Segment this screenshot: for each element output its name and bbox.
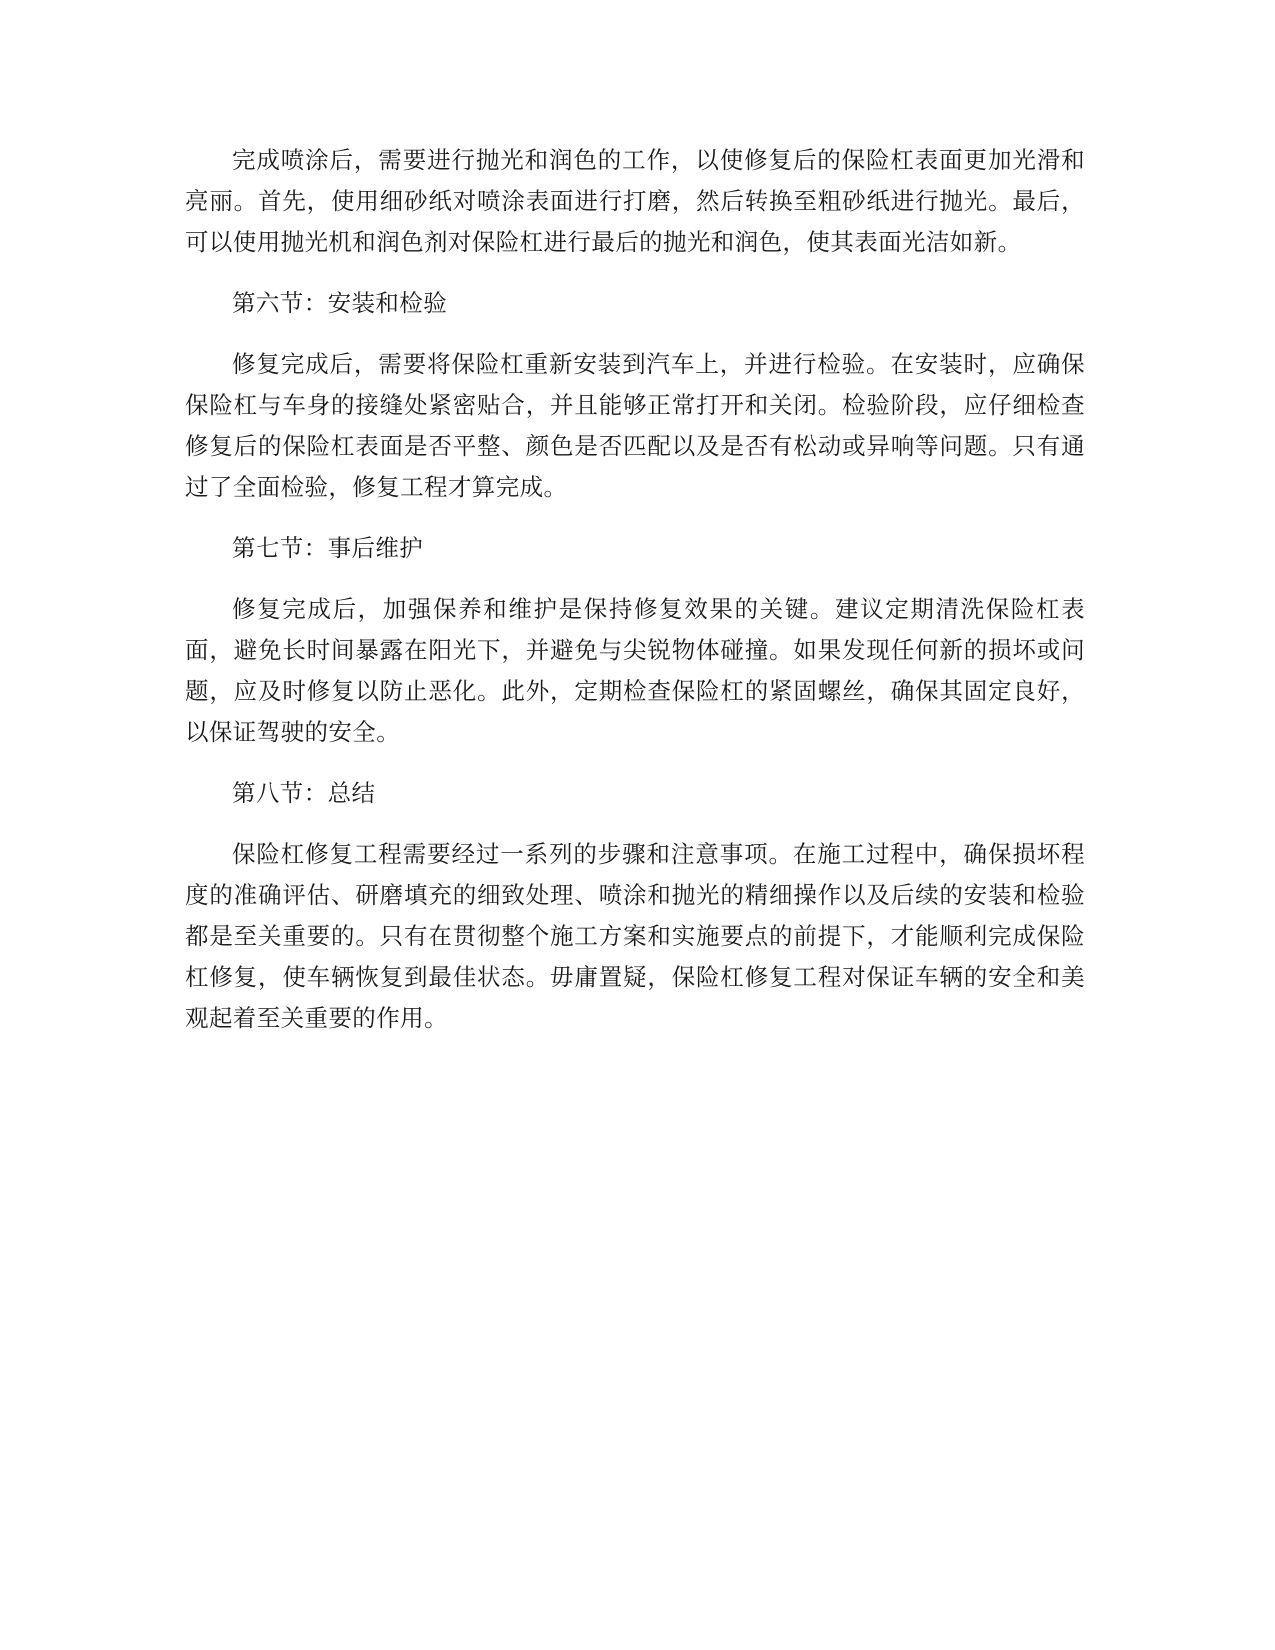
section-heading-installation: 第六节：安装和检验	[232, 289, 448, 317]
paragraph-maintenance: 修复完成后，加强保养和维护是保持修复效果的关键。建议定期清洗保险杠表面，避免长时间暴露在阳光下，并避免与尖锐物体碰撞。如果发现任何新的损坏或问题，应及时修复以防止恶化。此外，定期检查保险杠的紧固螺丝，确保其固定良好，以保证驾驶的安全。	[185, 595, 1085, 746]
section-heading-maintenance: 第七节：事后维护	[232, 534, 424, 562]
paragraph-installation: 修复完成后，需要将保险杠重新安装到汽车上，并进行检验。在安装时，应确保保险杠与车身的接缝处紧密贴合，并且能够正常打开和关闭。检验阶段，应仔细检查修复后的保险杠表面是否平整、颜色是否匹配以及是否有松动或异响等问题。只有通过了全面检验，修复工程才算完成。	[185, 350, 1085, 501]
document-body	[185, 140, 1085, 1059]
paragraph-summary: 保险杠修复工程需要经过一系列的步骤和注意事项。在施工过程中，确保损坏程度的准确评估、研磨填充的细致处理、喷涂和抛光的精细操作以及后续的安装和检验都是至关重要的。只有在贯彻整个施工方案和实施要点的前提下，才能顺利完成保险杠修复，使车辆恢复到最佳状态。毋庸置疑，保险杠修复工程对保证车辆的安全和美观起着至关重要的作用。	[185, 840, 1085, 1032]
section-heading-summary: 第八节：总结	[232, 779, 376, 807]
paragraph-polishing: 完成喷涂后，需要进行抛光和润色的工作，以使修复后的保险杠表面更加光滑和亮丽。首先，使用细砂纸对喷涂表面进行打磨，然后转换至粗砂纸进行抛光。最后，可以使用抛光机和润色剂对保险杠进行最后的抛光和润色，使其表面光洁如新。	[185, 146, 1085, 256]
